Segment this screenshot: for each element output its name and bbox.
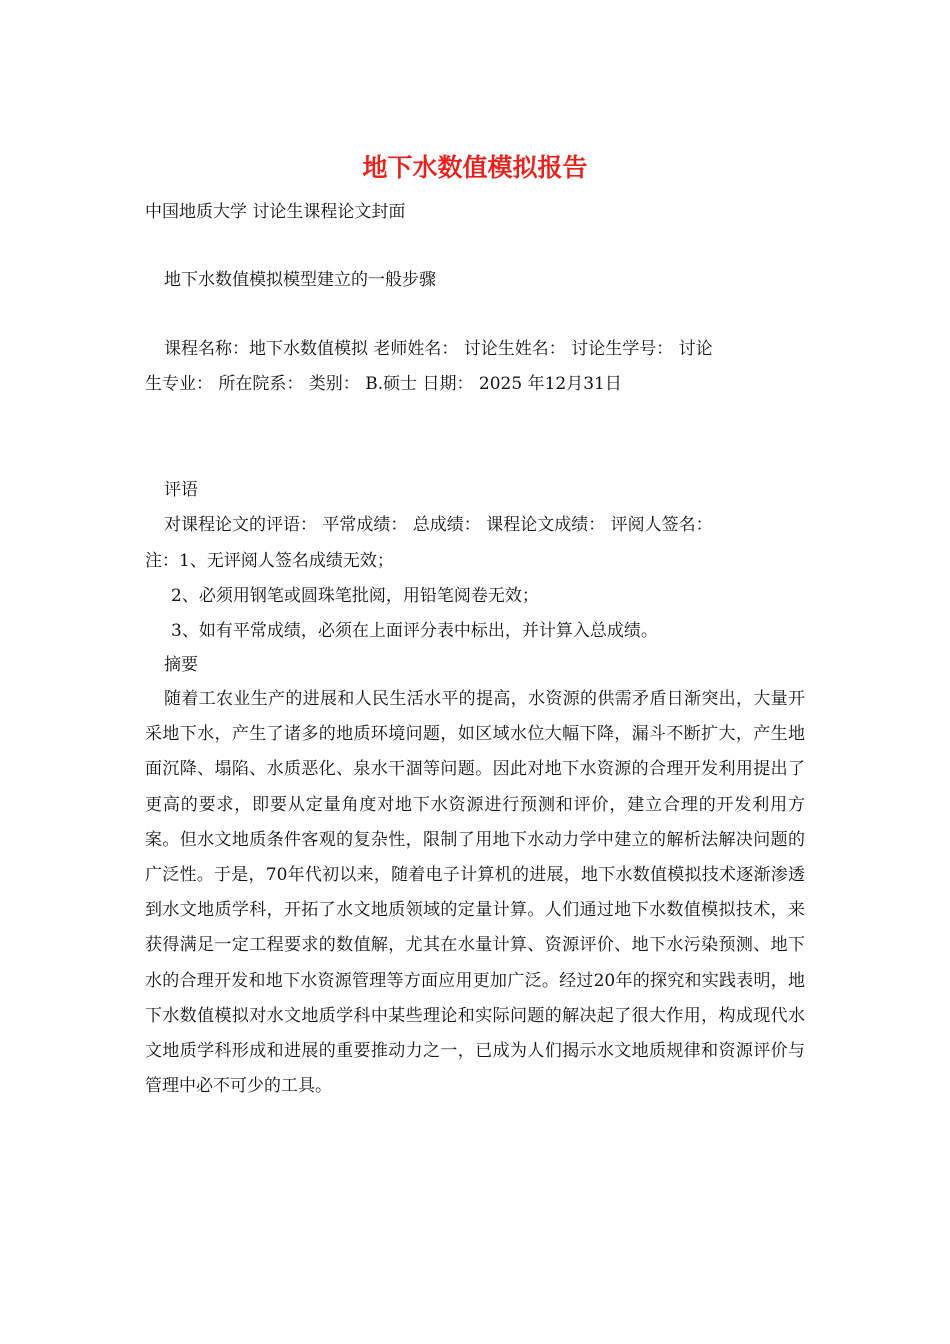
- review-fields: 对课程论文的评语： 平常成绩： 总成绩： 课程论文成绩： 评阅人签名：: [164, 515, 713, 535]
- abstract-heading: 摘要: [164, 655, 198, 675]
- note-3: 3、如有平常成绩，必须在上面评分表中标出，并计算入总成绩。: [171, 621, 658, 641]
- document-title: 地下水数值模拟报告: [362, 153, 588, 182]
- paper-topic: 地下水数值模拟模型建立的一般步骤: [164, 270, 436, 290]
- course-info-line-2: 生专业： 所在院系： 类别： B.硕士 日期： 2025 年12月31日: [145, 374, 622, 394]
- abstract-body: 随着工农业生产的进展和人民生活水平的提高，水资源的供需矛盾日渐突出，大量开采地下水，产生了诸多的地质环境问题，如区域水位大幅下降，漏斗不断扩大，产生地面沉降、塌陷、水质恶化、泉水干涸等问题。因此对地下水资源的合理开发利用提出了更高的要求，即要从定量角度对地下水资源进行预测和评价，建立合理的开发利用方案。但水文地质条件客观的复杂性，限制了用地下水动力学中建立的解析法解决问题的广泛性。于是，70年代初以来，随着电子计算机的进展，地下水数值模拟技术逐渐渗透到水文地质学科，开拓了水文地质领域的定量计算。人们通过地下水数值模拟技术，来获得满足一定工程要求的数值解，尤其在水量计算、资源评价、地下水污染预测、地下水的合理开发和地下水资源管理等方面应用更加广泛。经过20年的探究和实践表明，地下水数值模拟对水文地质学科中某些理论和实际问题的解决起了很大作用，构成现代水文地质学科形成和进展的重要推动力之一，已成为人们揭示水文地质规律和资源评价与管理中必不可少的工具。: [145, 689, 805, 1097]
- cover-heading: 中国地质大学 讨论生课程论文封面: [145, 202, 406, 222]
- note-1: 注：1、无评阅人签名成绩无效；: [145, 551, 394, 571]
- note-2: 2、必须用钢笔或圆珠笔批阅，用铅笔阅卷无效；: [171, 586, 539, 606]
- course-info-line-1: 课程名称：地下水数值模拟 老师姓名： 讨论生姓名： 讨论生学号： 讨论: [164, 339, 713, 359]
- review-heading: 评语: [164, 480, 198, 500]
